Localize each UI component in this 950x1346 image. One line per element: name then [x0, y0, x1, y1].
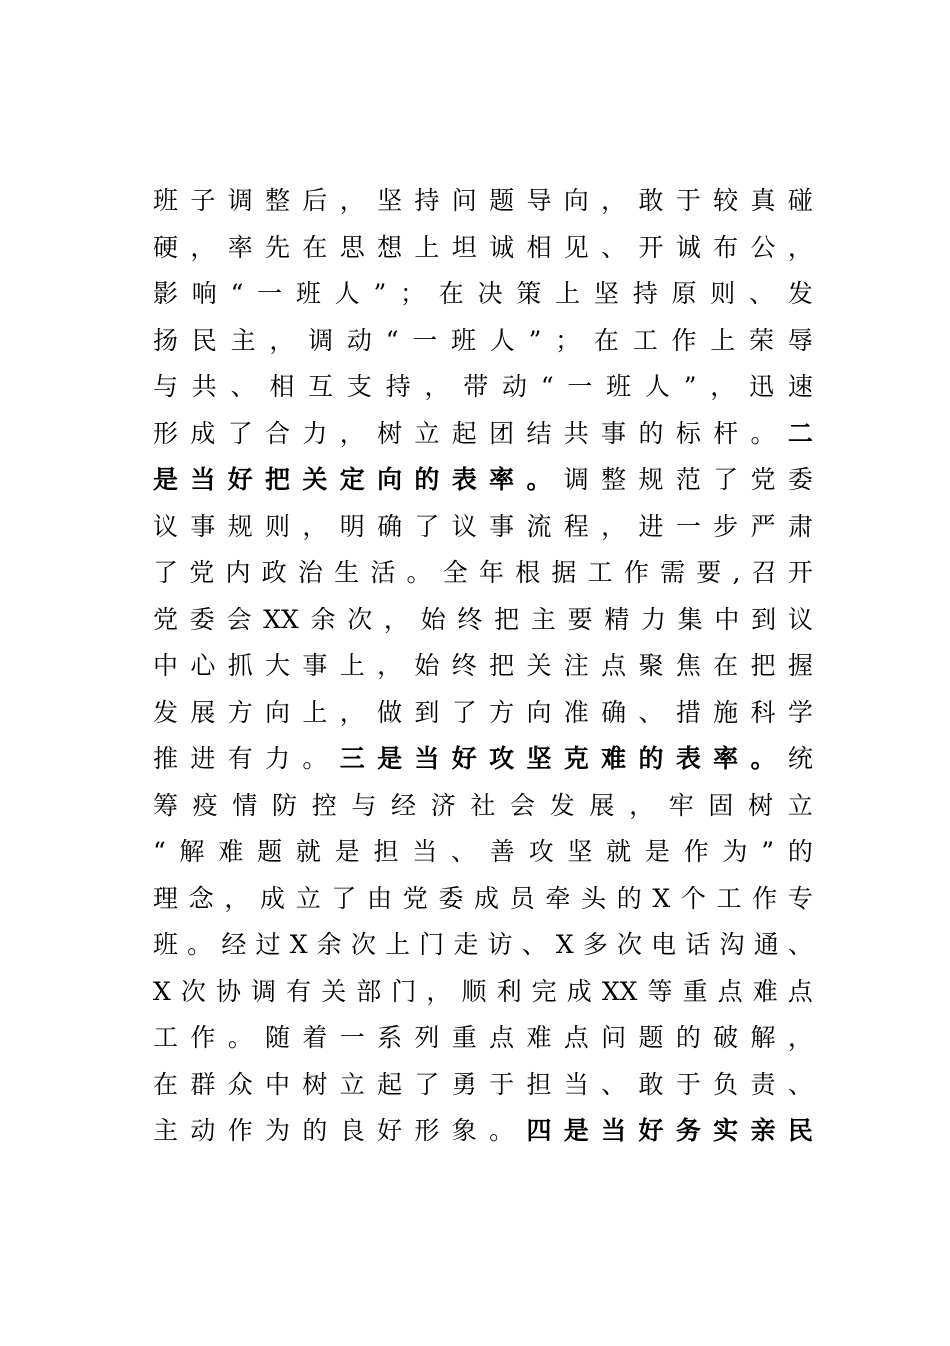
text-line: 中 心 抓 大 事 上 ， 始 终 把 关 注 点 聚 焦 在 把 握	[153, 651, 813, 680]
body-paragraph	[153, 178, 813, 1155]
text-line: 主 动 作 为 的 良 好 形 象 。 四 是 当 好 务 实 亲 民	[153, 1116, 813, 1145]
text-line: 了 党 内 政 治 生 活 。 全 年 根 据 工 作 需 要 , 召 开	[153, 558, 813, 587]
text-line: 硬 ， 率 先 在 思 想 上 坦 诚 相 见 、 开 诚 布 公 ，	[153, 232, 813, 262]
text-line: 与 共 、 相 互 支 持 ， 带 动 “ 一 班 人 ” ， 迅 速	[153, 372, 813, 401]
text-line: 推 进 有 力 。 三 是 当 好 攻 坚 克 难 的 表 率 。 统	[153, 744, 813, 773]
text-line: 工 作 。 随 着 一 系 列 重 点 难 点 问 题 的 破 解 ，	[153, 1023, 813, 1052]
text-line: 扬 民 主 ， 调 动 “ 一 班 人 ” ； 在 工 作 上 荣 辱	[153, 325, 813, 355]
text-line: 理 念 ， 成 立 了 由 党 委 成 员 牵 头 的 X 个 工 作 专	[153, 883, 813, 913]
text-line: 议 事 规 则 ， 明 确 了 议 事 流 程 ， 进 一 步 严 肃	[153, 511, 813, 541]
text-line: 影 响 “ 一 班 人 ” ； 在 决 策 上 坚 持 原 则 、 发	[153, 279, 813, 308]
text-line: “ 解 难 题 就 是 担 当 、 善 攻 坚 就 是 作 为 ” 的	[153, 837, 813, 866]
text-line: 党 委 会 XX 余 次 ， 始 终 把 主 要 精 力 集 中 到 议	[153, 604, 813, 634]
text-line: X 次 协 调 有 关 部 门 ， 顺 利 完 成 XX 等 重 点 难 点	[153, 976, 813, 1006]
text-line: 班 。 经 过 X 余 次 上 门 走 访 、 X 多 次 电 话 沟 通 、	[153, 930, 813, 959]
text-line: 形 成 了 合 力 ， 树 立 起 团 结 共 事 的 标 杆 。 二	[153, 418, 813, 448]
text-line: 发 展 方 向 上 ， 做 到 了 方 向 准 确 、 措 施 科 学	[153, 697, 813, 727]
text-line: 班 子 调 整 后 ， 坚 持 问 题 导 向 ， 敢 于 较 真 碰	[153, 186, 813, 215]
text-line: 在 群 众 中 树 立 起 了 勇 于 担 当 、 敢 于 负 责 、	[153, 1069, 813, 1099]
text-line: 是 当 好 把 关 定 向 的 表 率 。 调 整 规 范 了 党 委	[153, 465, 813, 494]
text-line: 筹 疫 情 防 控 与 经 济 社 会 发 展 ， 牢 固 树 立	[153, 790, 813, 820]
